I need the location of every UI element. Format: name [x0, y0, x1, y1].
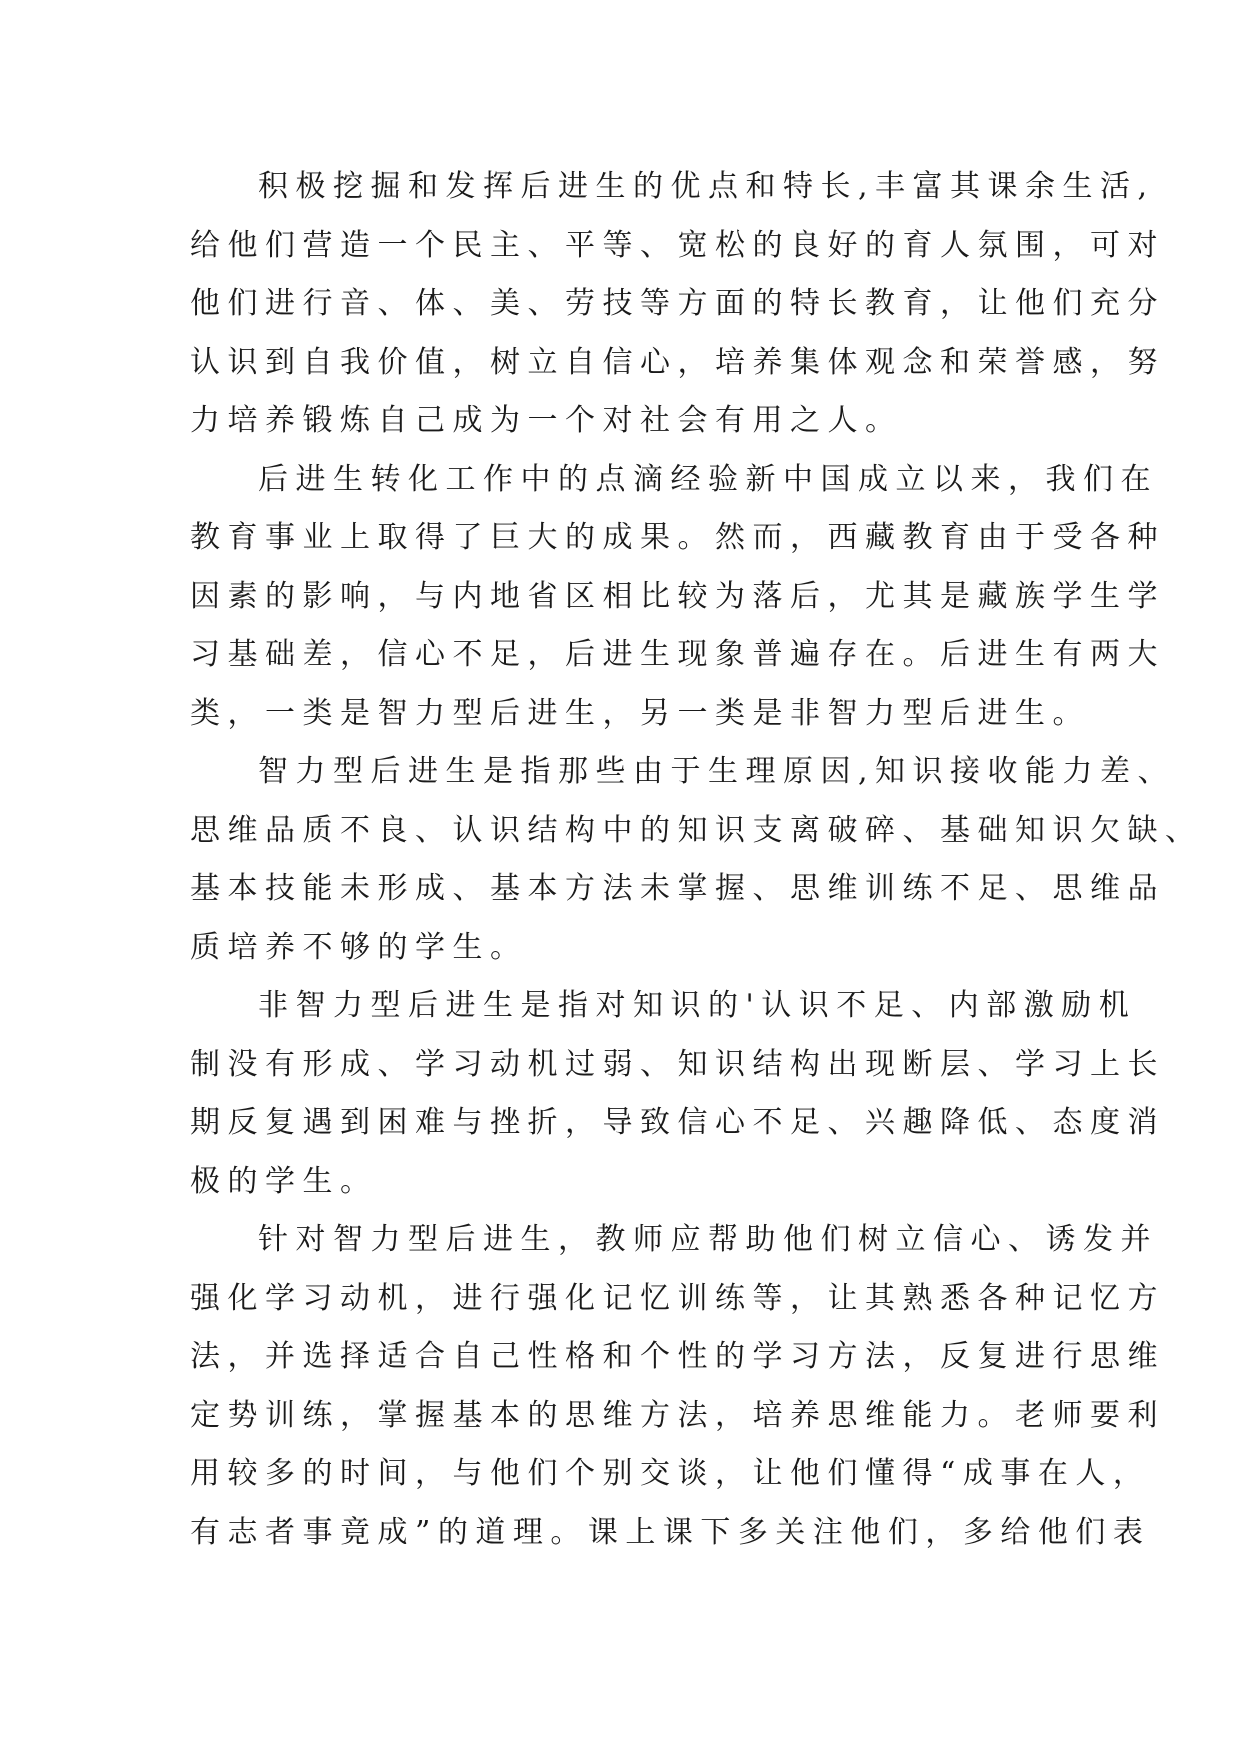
- text-line: 认识到自我价值，树立自信心，培养集体观念和荣誉感，努: [190, 344, 1165, 380]
- paragraph-2: [190, 451, 1165, 744]
- document-body: [190, 158, 1203, 1562]
- text-line: 非智力型后进生是指对知识的'认识不足、内部激励机: [258, 988, 1137, 1023]
- text-line: 用较多的时间，与他们个别交谈，让他们懂得“成事在人，: [190, 1456, 1151, 1491]
- text-line: 力培养锻炼自己成为一个对社会有用之人。: [190, 403, 903, 438]
- text-line: 有志者事竟成”的道理。课上课下多关注他们，多给他们表: [190, 1514, 1151, 1550]
- text-line: 极的学生。: [190, 1163, 378, 1199]
- text-line: 针对智力型后进生，教师应帮助他们树立信心、诱发并: [258, 1222, 1158, 1257]
- text-line: 强化学习动机，进行强化记忆训练等，让其熟悉各种记忆方: [190, 1280, 1165, 1316]
- text-line: 后进生转化工作中的点滴经验新中国成立以来，我们在: [258, 461, 1158, 497]
- paragraph-1: [190, 158, 1165, 451]
- text-line: 教育事业上取得了巨大的成果。然而，西藏教育由于受各种: [190, 520, 1165, 555]
- text-line: 质培养不够的学生。: [190, 929, 528, 965]
- text-line: 思维品质不良、认识结构中的知识支离破碎、基础知识欠缺、: [190, 812, 1203, 848]
- text-line: 习基础差，信心不足，后进生现象普遍存在。后进生有两大: [190, 637, 1165, 672]
- text-line: 给他们营造一个民主、平等、宽松的良好的育人氛围，可对: [190, 227, 1165, 263]
- text-line: 积极挖掘和发挥后进生的优点和特长,丰富其课余生活,: [258, 169, 1155, 204]
- text-line: 他们进行音、体、美、劳技等方面的特长教育，让他们充分: [190, 286, 1165, 321]
- text-line: 基本技能未形成、基本方法未掌握、思维训练不足、思维品: [190, 871, 1165, 906]
- text-line: 期反复遇到困难与挫折，导致信心不足、兴趣降低、态度消: [190, 1105, 1165, 1140]
- text-line: 因素的影响，与内地省区相比较为落后，尤其是藏族学生学: [190, 578, 1165, 614]
- text-line: 定势训练，掌握基本的思维方法，培养思维能力。老师要利: [190, 1397, 1165, 1433]
- text-line: 法，并选择适合自己性格和个性的学习方法，反复进行思维: [190, 1339, 1165, 1374]
- text-line: 智力型后进生是指那些由于生理原因,知识接收能力差、: [258, 754, 1176, 789]
- paragraph-5: [190, 1211, 1165, 1562]
- paragraph-3: [190, 743, 1203, 977]
- text-line: 制没有形成、学习动机过弱、知识结构出现断层、学习上长: [190, 1046, 1165, 1082]
- text-line: 类，一类是智力型后进生，另一类是非智力型后进生。: [190, 695, 1090, 731]
- paragraph-4: [190, 977, 1165, 1211]
